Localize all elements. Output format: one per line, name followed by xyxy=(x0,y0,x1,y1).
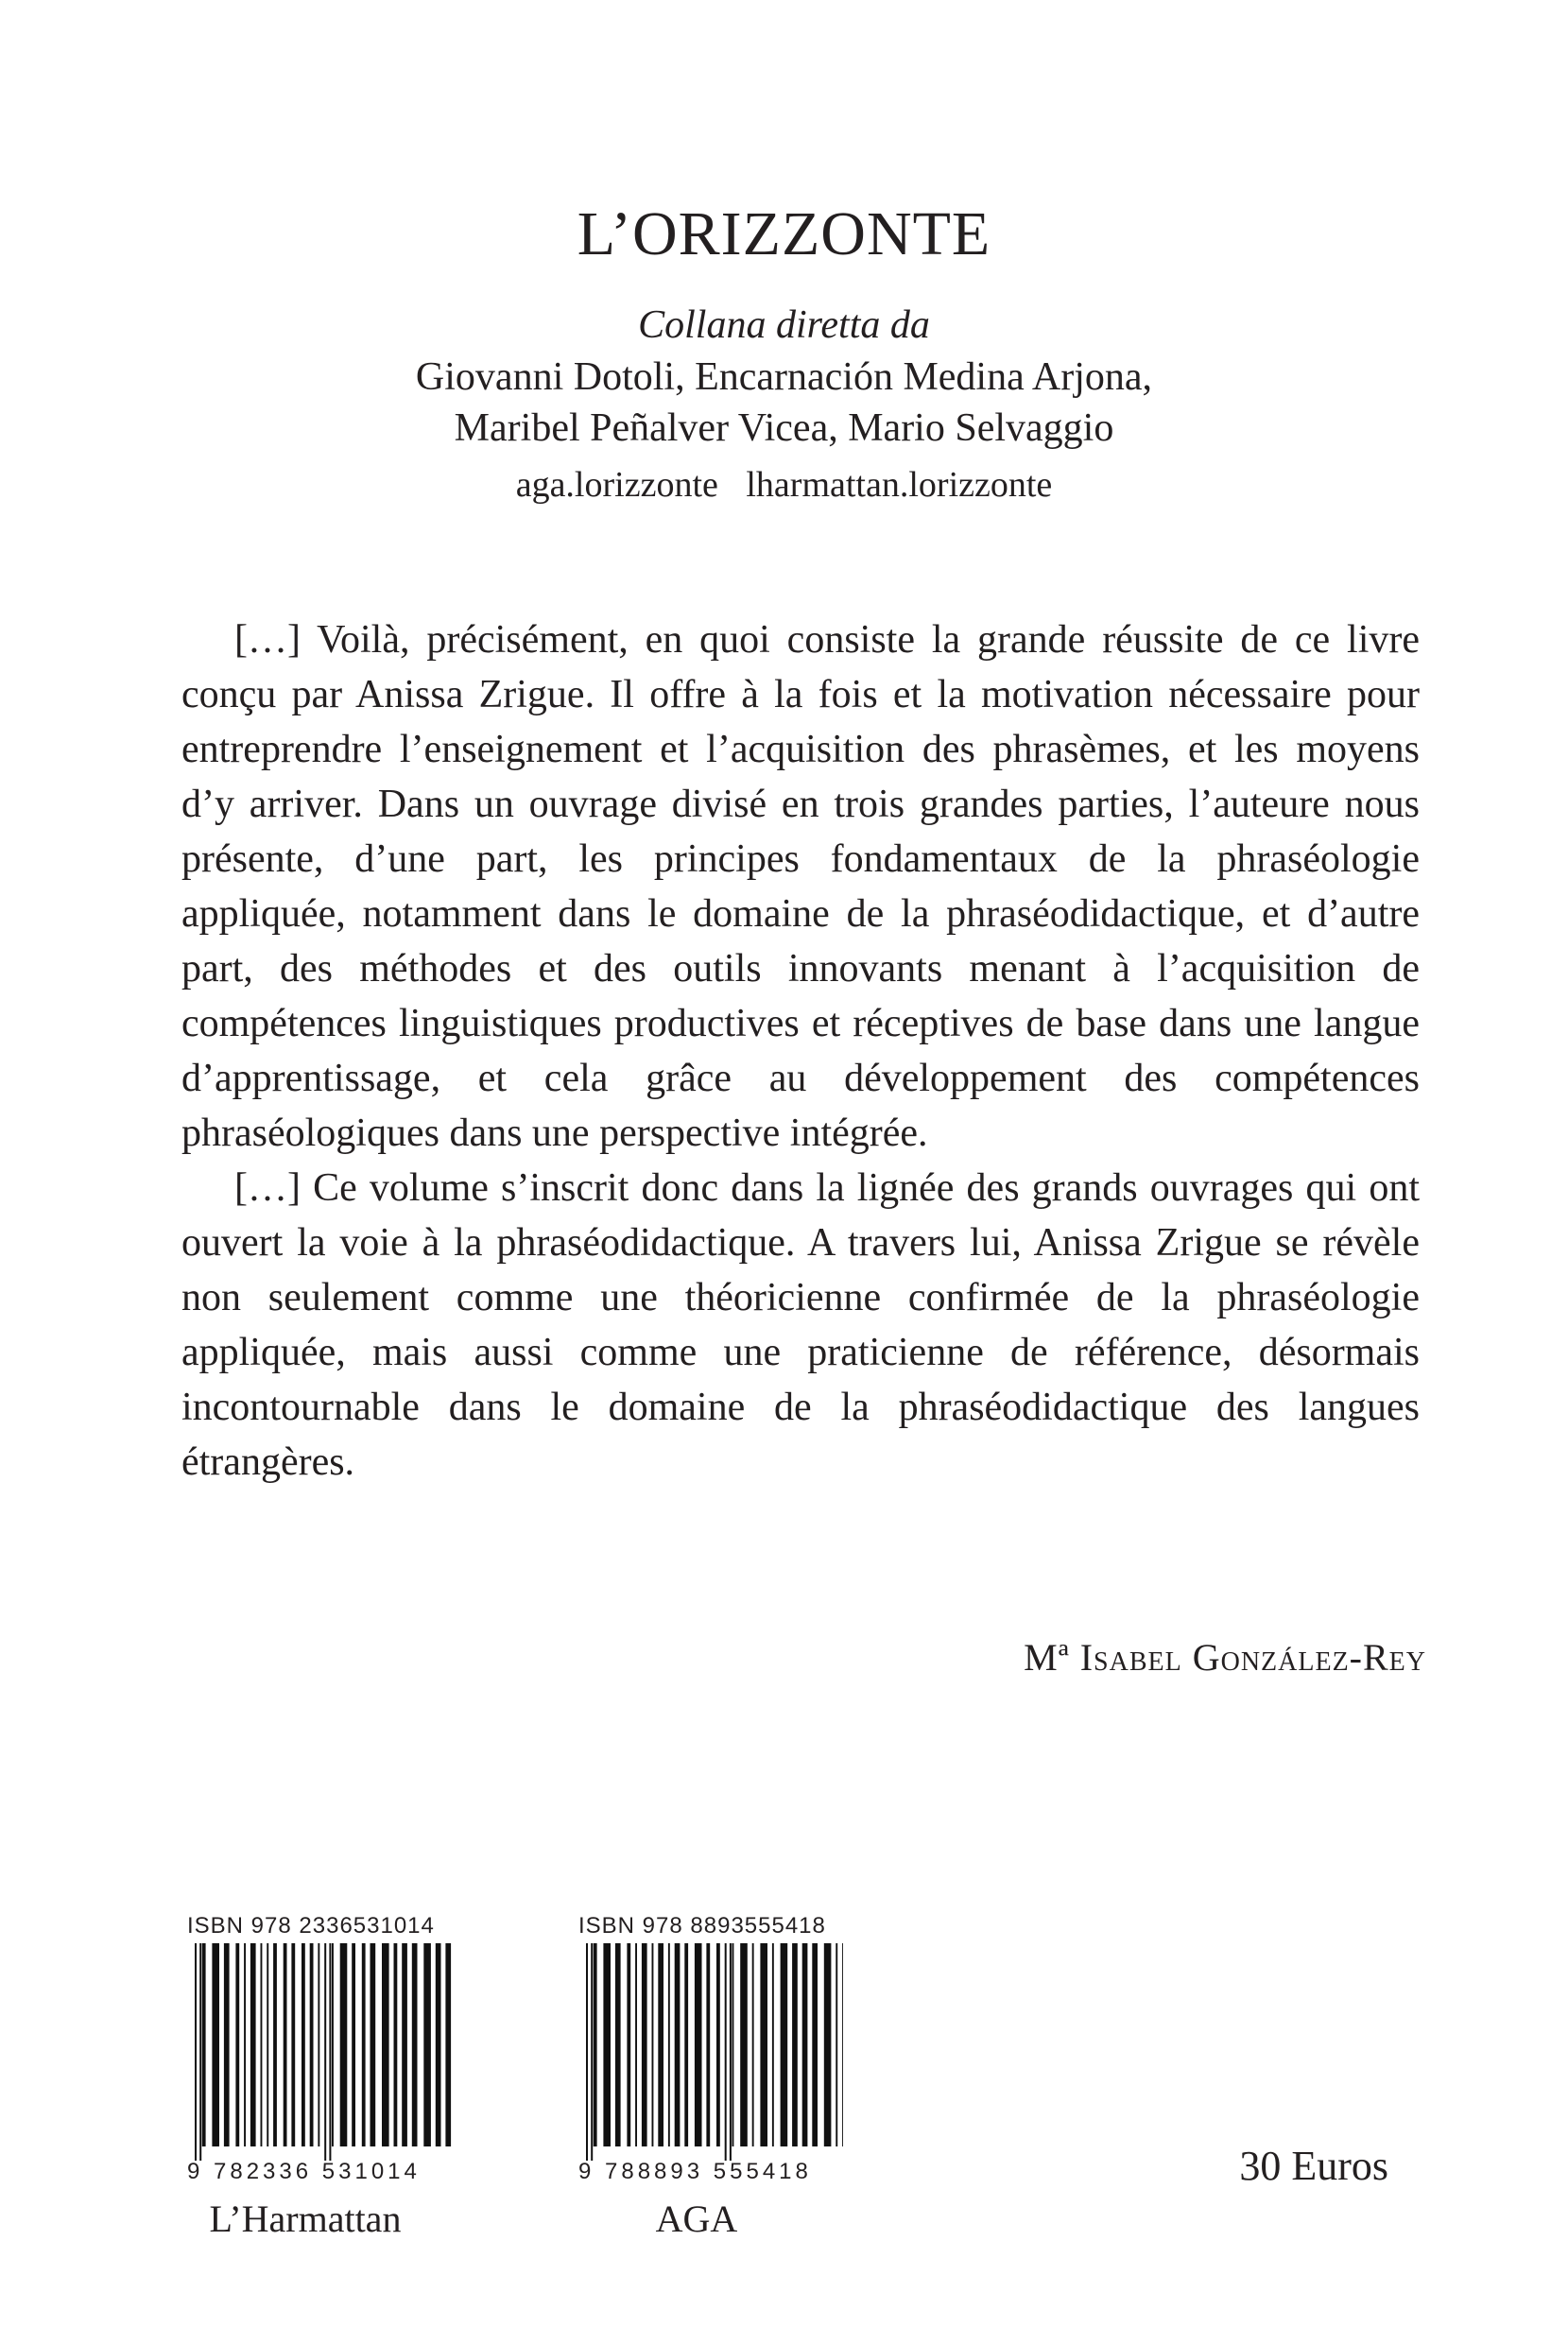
barcode-bar xyxy=(284,1943,287,2146)
barcode-bar xyxy=(402,1943,407,2146)
barcode-bar xyxy=(394,1943,398,2146)
barcode-bar xyxy=(627,1943,630,2146)
barcode-bar xyxy=(675,1943,681,2146)
barcode-digits: 9 788893 555418 xyxy=(578,2159,812,2184)
barcode-bar xyxy=(382,1943,389,2146)
barcode-bar xyxy=(195,1943,197,2161)
barcode-bar xyxy=(235,1943,239,2146)
barcode-bar xyxy=(842,1943,843,2146)
barcode-bar xyxy=(412,1943,418,2146)
barcode-bar xyxy=(615,1943,621,2146)
barcode-bar xyxy=(635,1943,637,2146)
barcode-bar xyxy=(760,1943,767,2146)
blurb-paragraph-1: […] Voilà, précisément, en quoi consiste la grande réussite de ce livre conçu par Anissa Zrigue. Il offre à la fois et la motivation nécessaire pour entreprendre l’enseignement et l’acquisition des phrasèmes, et les moyens d’y arriver. Dans un ouvrage divisé en trois grandes parties, l’auteure nous présente, d’une part, les principes fondamentaux de la phraséologie appliquée, notamment dans le domaine de la phraséodidactique, et d’autre part, des méthodes et des outils innovants menant à l’acquisition de compétences linguistiques productives et réceptives de base dans une langue d’apprentissage, et cela grâce au développement des compétences phraséologiques dans une perspective intégrée. xyxy=(181,618,1420,1155)
barcode-bar xyxy=(423,1943,431,2146)
barcode-bar xyxy=(781,1943,788,2146)
barcode-bar xyxy=(732,1943,734,2146)
series-header xyxy=(0,199,1568,508)
barcode-bar xyxy=(802,1943,808,2146)
series-editors-line-1: Giovanni Dotoli, Encarnación Medina Arjona, xyxy=(415,354,1153,399)
barcode-bar xyxy=(695,1943,702,2146)
barcode-bar xyxy=(273,1943,277,2146)
barcode-bar xyxy=(224,1943,230,2146)
barcode-bar xyxy=(594,1943,597,2146)
barcode-bar xyxy=(730,1943,732,2161)
publisher-name: L’Harmattan xyxy=(209,2198,402,2240)
barcode-bar xyxy=(740,1943,748,2146)
barcode-bar xyxy=(716,1943,720,2146)
barcode-bar xyxy=(836,1943,837,2146)
blurb-text xyxy=(181,612,1420,1490)
series-editors-line-2: Maribel Peñalver Vicea, Mario Selvaggio xyxy=(454,406,1114,451)
series-title: L’ORIZZONTE xyxy=(577,199,991,268)
barcode-digits: 9 782336 531014 xyxy=(187,2159,421,2184)
barcode-bar xyxy=(752,1943,754,2146)
barcode-bar xyxy=(586,1943,588,2161)
barcode-bar xyxy=(436,1943,441,2146)
barcode-aga xyxy=(578,1943,843,2161)
barcode-bar xyxy=(812,1943,818,2146)
social-handles xyxy=(0,462,1568,508)
barcode-bar xyxy=(332,1943,334,2146)
social-handle-harmattan: lharmattan.lorizzonte xyxy=(746,464,1053,505)
barcode-bar xyxy=(362,1943,366,2146)
barcode-bar xyxy=(668,1943,670,2146)
barcode-bar xyxy=(244,1943,246,2146)
price: 30 Euros xyxy=(1239,2143,1388,2189)
barcode-bar xyxy=(591,1943,593,2161)
isbn-block-aga xyxy=(578,1913,862,2241)
barcode-bar xyxy=(310,1943,314,2146)
barcode-bar xyxy=(318,1943,319,2146)
barcode-bar xyxy=(267,1943,268,2146)
isbn-label: ISBN 978 2336531014 xyxy=(187,1913,435,1939)
publisher-name: AGA xyxy=(655,2198,738,2240)
barcode-bar xyxy=(370,1943,376,2146)
barcode-bar xyxy=(261,1943,263,2146)
barcode-bar xyxy=(340,1943,348,2146)
barcode-bar xyxy=(329,1943,331,2161)
barcode-bar xyxy=(603,1943,611,2146)
blurb-signature: Mª Isabel González-Rey xyxy=(1024,1636,1426,1679)
barcode-bar xyxy=(202,1943,206,2146)
barcode-bar xyxy=(352,1943,355,2146)
barcode-bar xyxy=(250,1943,256,2146)
barcode-bar xyxy=(324,1943,326,2161)
barcode-bar xyxy=(302,1943,305,2146)
barcode-bar xyxy=(824,1943,832,2146)
barcode-bar xyxy=(792,1943,798,2146)
barcode-harmattan xyxy=(187,1943,452,2161)
barcode-bar xyxy=(725,1943,727,2161)
blurb-paragraph-2: […] Ce volume s’inscrit donc dans la lignée des grands ouvrages qui ont ouvert la voie à la phraséodidactique. A travers lui, Anissa Zrigue se révèle non seulement comme une théoricienne confirmée de la phraséologie appliquée, mais aussi comme une praticienne de référence, désormais incontournable dans le domaine de la phraséodidactique des langues étrangères. xyxy=(181,1166,1420,1484)
barcode-bar xyxy=(652,1943,654,2146)
series-directors-label: Collana diretta da xyxy=(638,303,930,347)
isbn-label: ISBN 978 8893555418 xyxy=(578,1913,826,1939)
barcode-bar xyxy=(772,1943,774,2146)
barcode-bar xyxy=(199,1943,201,2161)
barcode-bar xyxy=(445,1943,451,2146)
barcode-bar xyxy=(642,1943,647,2146)
barcode-bar xyxy=(291,1943,295,2146)
barcode-bar xyxy=(658,1943,663,2146)
isbn-block-harmattan xyxy=(187,1913,471,2241)
barcode-bar xyxy=(706,1943,710,2146)
barcode-bar xyxy=(684,1943,688,2146)
social-handle-aga: aga.lorizzonte xyxy=(515,464,718,505)
barcode-bar xyxy=(212,1943,219,2146)
